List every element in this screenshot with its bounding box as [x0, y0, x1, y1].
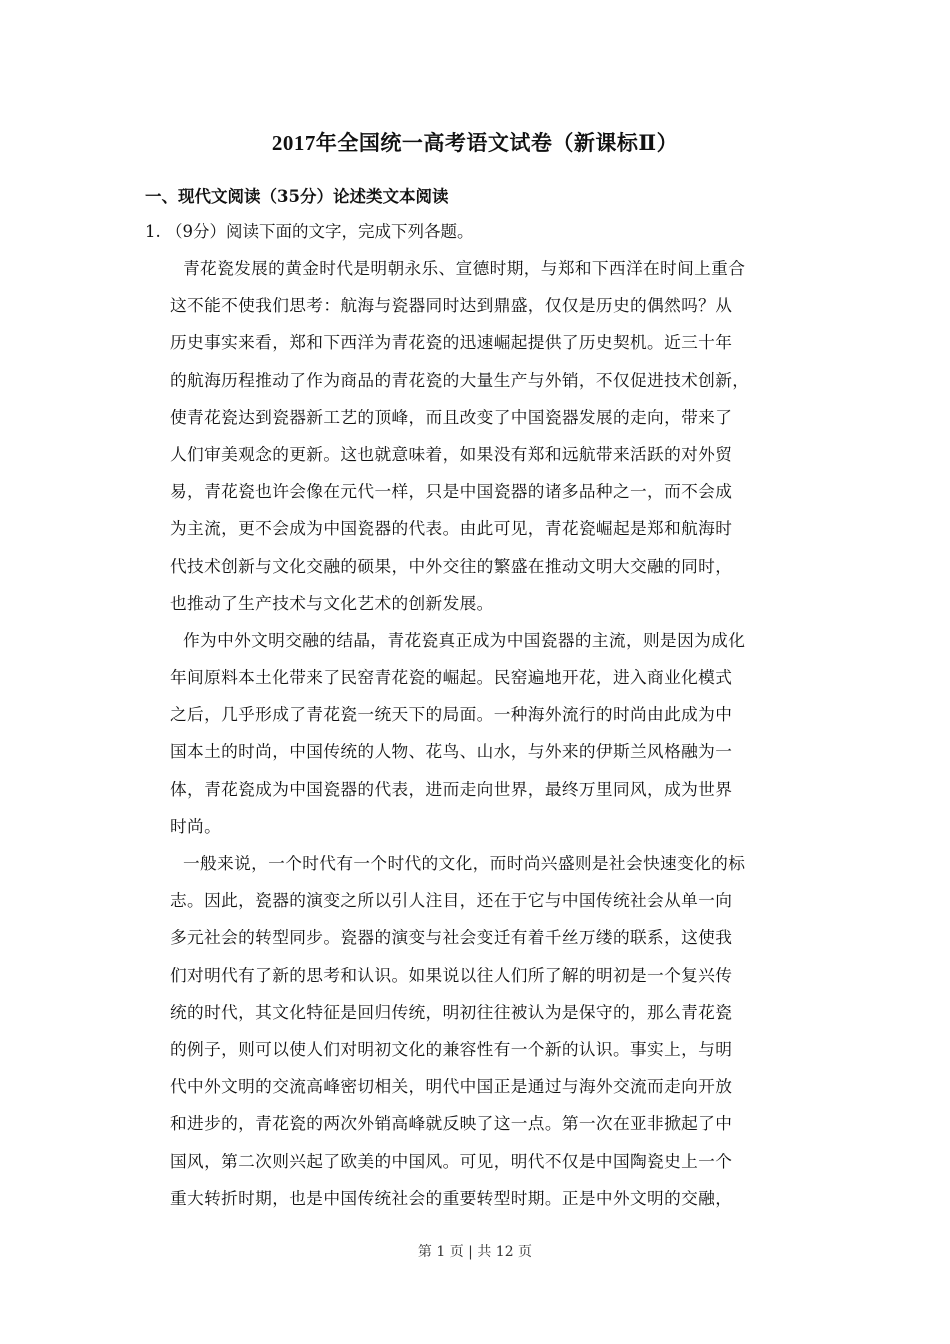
paragraph-3-line: 重大转折时期，也是中国传统社会的重要转型时期。正是中外文明的交融，	[170, 1187, 733, 1208]
question-text: （9分）阅读下面的文字，完成下列各题。	[166, 222, 474, 241]
paragraph-3-line: 国风，第二次则兴起了欧美的中国风。可见，明代不仅是中国陶瓷史上一个	[170, 1150, 733, 1171]
paragraph-3-line: 志。因此，瓷器的演变之所以引人注目，还在于它与中国传统社会从单一向	[170, 890, 733, 911]
paragraph-1-line: 的航海历程推动了作为商品的青花瓷的大量生产与外销，不仅促进技术创新，	[170, 369, 750, 390]
paragraph-3-line: 多元社会的转型同步。瓷器的演变与社会变迁有着千丝万缕的联系，这使我	[170, 927, 733, 948]
paragraph-2-line: 年间原料本土化带来了民窑青花瓷的崛起。民窑遍地开花，进入商业化模式	[170, 667, 733, 688]
paragraph-3-line: 统的时代，其文化特征是回归传统，明初往往被认为是保守的，那么青花瓷	[170, 1001, 733, 1022]
question-prompt	[145, 218, 474, 242]
page-title: 2017年全国统一高考语文试卷（新课标Ⅱ）	[271, 131, 679, 155]
page-footer: 第 1 页 | 共 12 页	[417, 1244, 533, 1260]
paragraph-2-line: 国本土的时尚，中国传统的人物、花鸟、山水，与外来的伊斯兰风格融为一	[170, 741, 733, 762]
paragraph-1-line: 也推动了生产技术与文化艺术的创新发展。	[170, 592, 494, 613]
paragraph-3-line: 和进步的，青花瓷的两次外销高峰就反映了这一点。第一次在亚非掀起了中	[170, 1113, 733, 1134]
paragraph-2-line: 之后，几乎形成了青花瓷一统天下的局面。一种海外流行的时尚由此成为中	[170, 704, 733, 725]
paragraph-3-line: 一般来说，一个时代有一个时代的文化，而时尚兴盛则是社会快速变化的标	[183, 853, 746, 873]
paragraph-1-line: 人们审美观念的更新。这也就意味着，如果没有郑和远航带来活跃的对外贸	[170, 443, 733, 464]
paragraph-1-line: 青花瓷发展的黄金时代是明朝永乐、宣德时期，与郑和下西洋在时间上重合	[183, 258, 746, 278]
paragraph-1-line: 这不能不使我们思考：航海与瓷器同时达到鼎盛，仅仅是历史的偶然吗？从	[170, 295, 733, 316]
paragraph-1-line: 历史事实来看，郑和下西洋为青花瓷的迅速崛起提供了历史契机。近三十年	[170, 332, 733, 353]
paragraph-1-line: 为主流，更不会成为中国瓷器的代表。由此可见，青花瓷崛起是郑和航海时	[170, 518, 733, 539]
paragraph-2-line: 体，青花瓷成为中国瓷器的代表，进而走向世界，最终万里同风，成为世界	[170, 778, 733, 799]
section-heading: 一、现代文阅读（35分）论述类文本阅读	[145, 187, 449, 206]
paragraph-3-line: 的例子，则可以使人们对明初文化的兼容性有一个新的认识。事实上，与明	[170, 1038, 733, 1059]
question-number: 1.	[145, 222, 161, 241]
paragraph-2-line: 时尚。	[170, 815, 222, 836]
passage	[170, 256, 820, 1223]
paragraph-3-line: 代中外文明的交流高峰密切相关，明代中国正是通过与海外交流而走向开放	[170, 1076, 733, 1097]
paragraph-2-line: 作为中外文明交融的结晶，青花瓷真正成为中国瓷器的主流，则是因为成化	[183, 629, 746, 650]
paragraph-1-line: 易，青花瓷也许会像在元代一样，只是中国瓷器的诸多品种之一，而不会成	[170, 481, 733, 502]
paragraph-1-line: 代技术创新与文化交融的硕果，中外交往的繁盛在推动文明大交融的同时，	[170, 555, 733, 576]
paragraph-3-line: 们对明代有了新的思考和认识。如果说以往人们所了解的明初是一个复兴传	[170, 964, 733, 985]
paragraph-1-line: 使青花瓷达到瓷器新工艺的顶峰，而且改变了中国瓷器发展的走向，带来了	[170, 406, 733, 427]
